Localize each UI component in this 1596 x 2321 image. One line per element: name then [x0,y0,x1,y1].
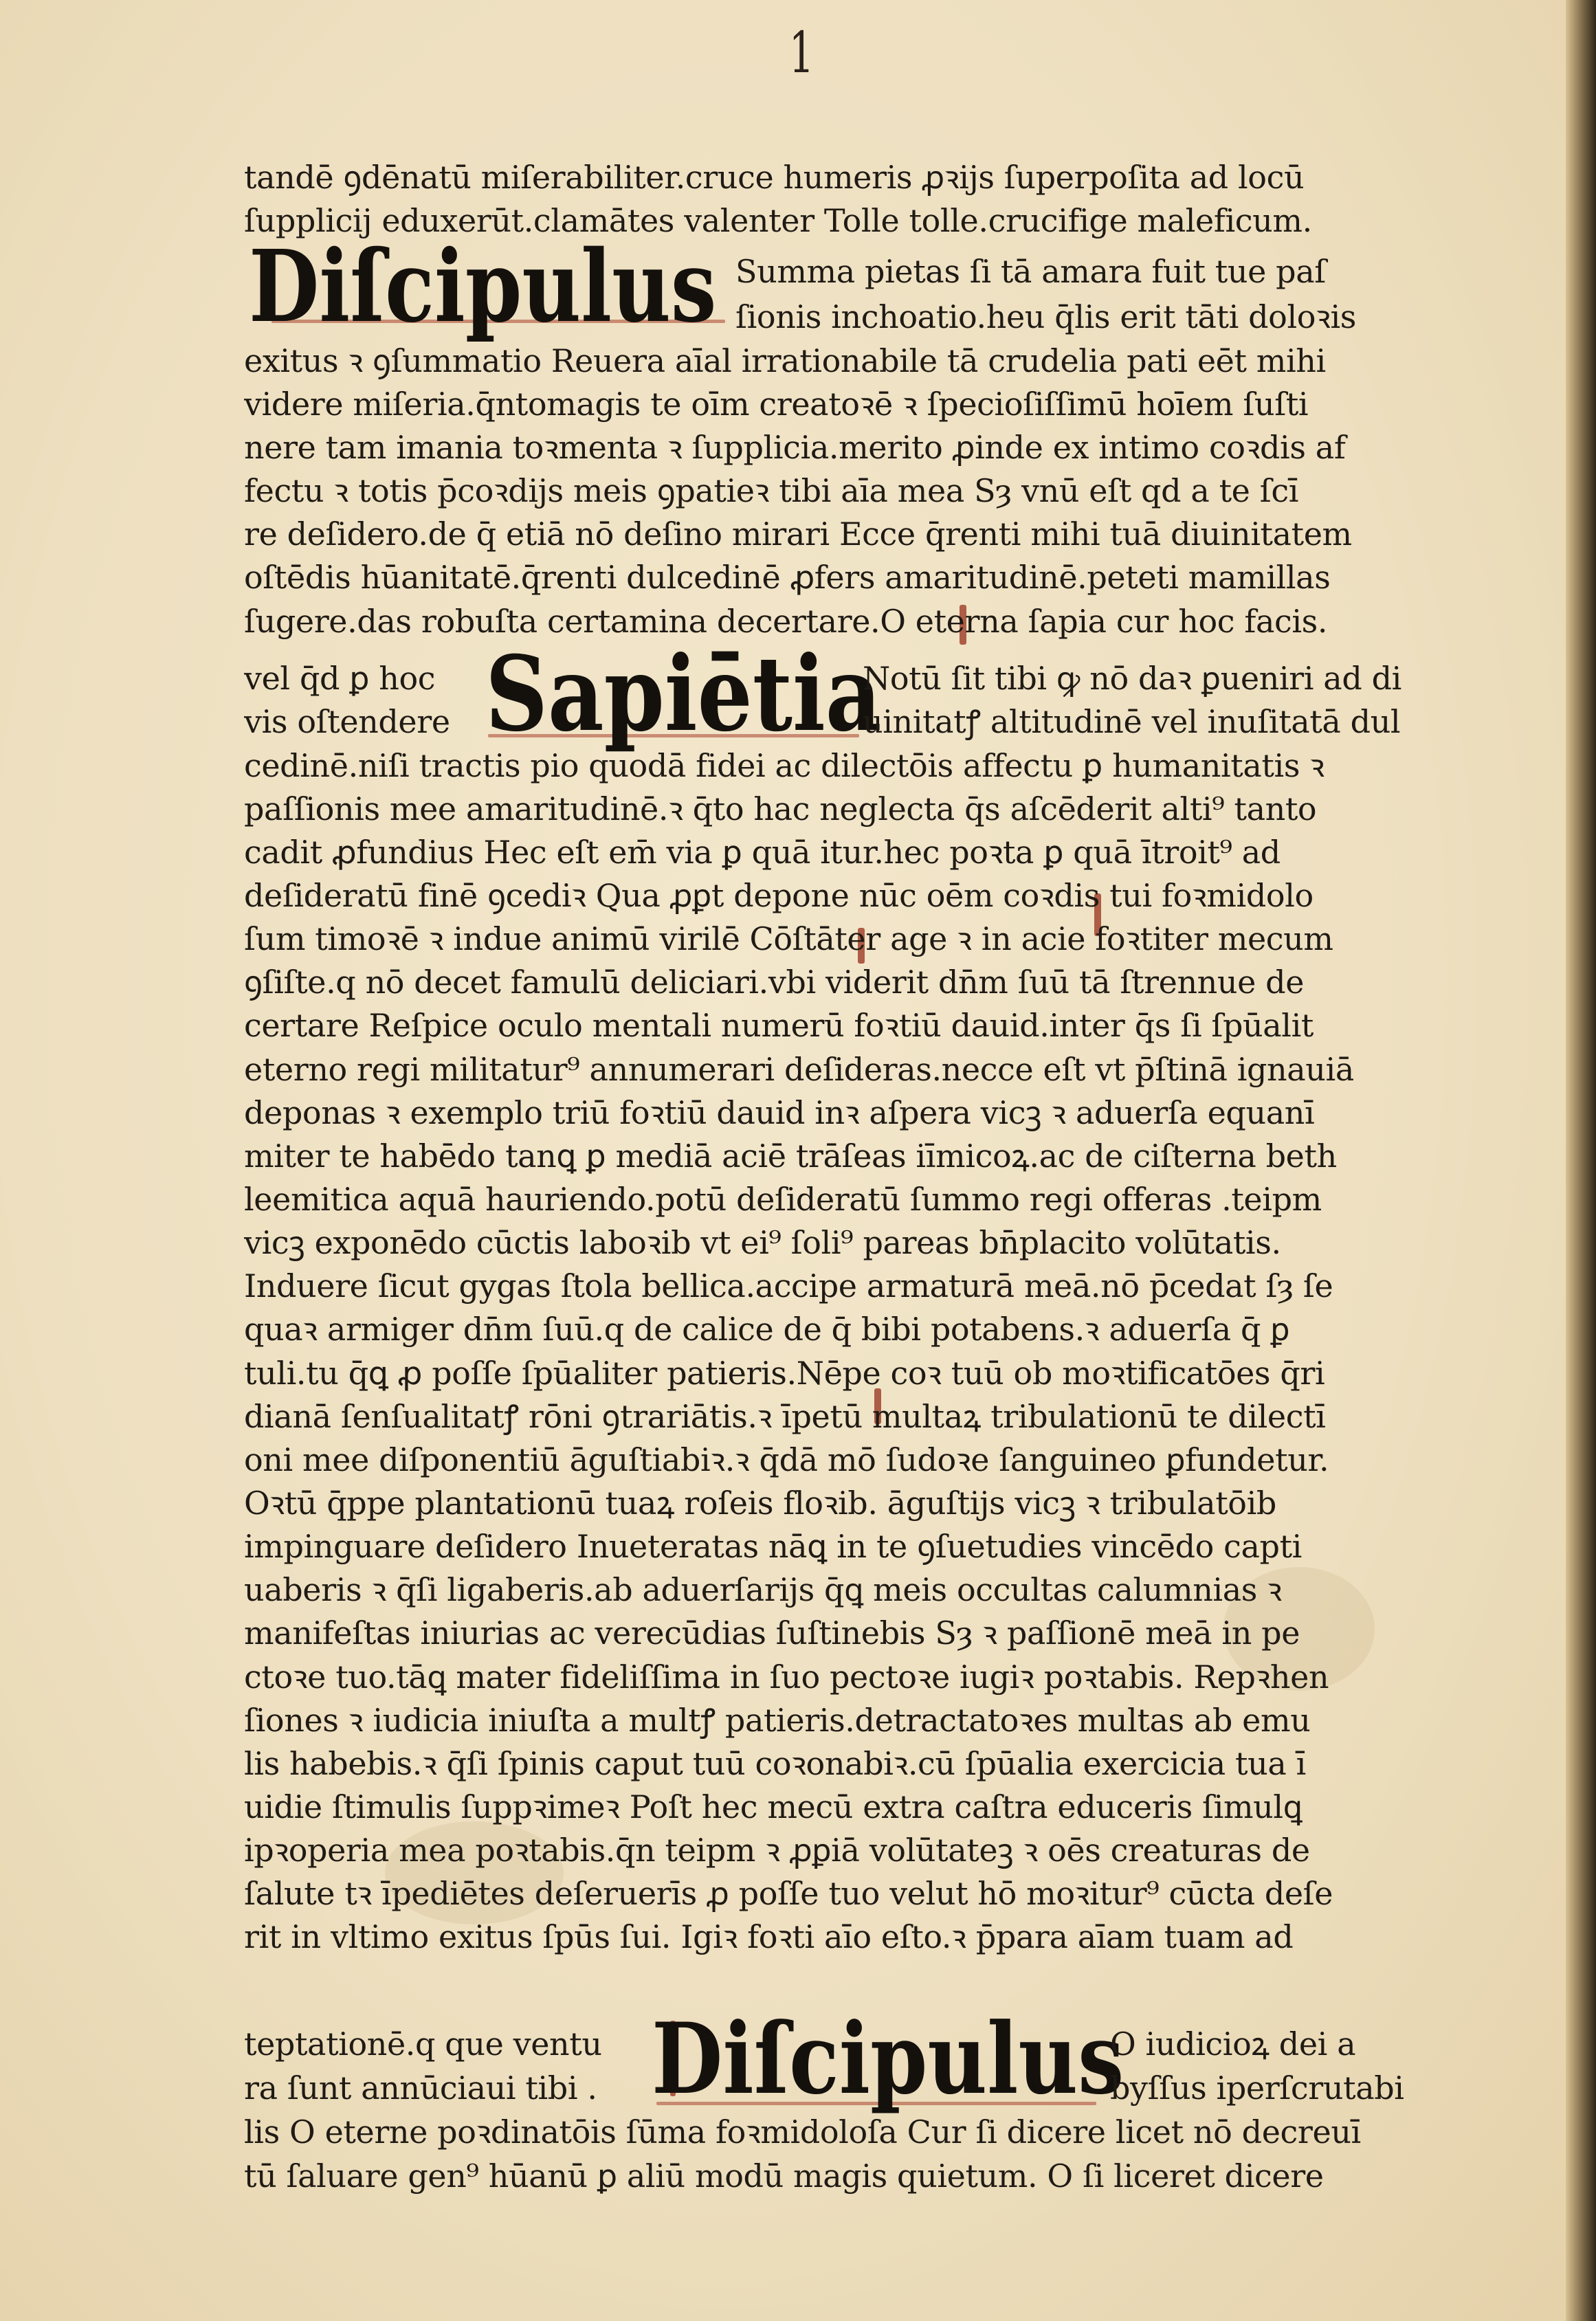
text-line: ſupplicij eduxerūt.clamātes valenter Tolle tolle.crucifige maleficum. [244,202,1312,239]
text-line: quaꝛ armiger dn̄m ſuū.q de calice de q̄ bibi potabens.ꝛ aduerſa q̄ ꝑ [244,1311,1290,1348]
text-line: ipꝛoperia mea poꝛtabis.q̄n teipm ꝛ ꝓꝑiā volūtateꝫ ꝛ oēs creaturas de [244,1832,1310,1869]
text-line: deponas ꝛ exemplo triū foꝛtiū dauid inꝛ aſpera vicꝫ ꝛ aduerſa equanī [244,1094,1315,1131]
text-line: tū ſaluare gen⁹ hūanū ꝑ aliū modū magis quietum. O ſi liceret dicere [244,2157,1324,2195]
text-line: exitus ꝛ ꝯſummatio Reuera aīal irrationabile tā crudelia pati eēt mihi [244,342,1326,379]
text-line: ra ſunt annūciaui tibi . [244,2069,597,2107]
text-line: manifeſtas iniurias ac verecūdias ſuſtinebis Sȝ ꝛ paſſionē meā in pe [244,1614,1300,1652]
page-gutter-shadow [1566,0,1596,2321]
text-line: Induere ſicut gygas ſtola bellica.accipe armaturā meā.nō p̄cedat ſȝ ſe [244,1267,1333,1304]
text-line: lis O eterne poꝛdinatōis ſūma foꝛmidoloſa Cur ſi dicere licet nō decreuī [244,2113,1361,2151]
text-line: oſtēdis hūanitatē.q̄renti dulcedinē ꝓfers amaritudinē.peteti mamillas [244,559,1331,596]
text-line: uaberis ꝛ q̄ſi ligaberis.ab aduerſarijs q̄ꝗ meis occultas calumnias ꝛ [244,1571,1282,1608]
text-line: ſionis inchoatio.heu q̄lis erit tāti doloꝛis [735,298,1356,335]
text-line: Notū ſit tibi ꝙ nō daꝛ ꝑueniri ad di [863,660,1401,697]
text-line: cedinē.niſi tractis pio quodā fidei ac dilectōis affectu ꝑ humanitatis ꝛ [244,747,1325,784]
text-line: rit in vltimo exitus ſpūs ſui. Igiꝛ foꝛti aīo eſto.ꝛ p̄para aīam tuam ad [244,1918,1294,1955]
page-number: 1 [788,21,814,86]
text-line: nere tam imania toꝛmenta ꝛ ſupplicia.merito ꝓinde ex intimo coꝛdis af [244,429,1346,466]
heading-discipulus: Diſcipulus [249,228,717,344]
text-line: miter te habēdo tanꝗ ꝑ mediā aciē trāſeas iīmicoꝝ.ac de ciſterna beth [244,1137,1337,1175]
text-line: ſugere.das robuſta certamina decertare.O eterna ſapia cur hoc facis. [244,603,1328,640]
text-line: vicꝫ exponēdo cūctis laboꝛib vt ei⁹ ſoli⁹ pareas bn̄placito volūtatis. [244,1224,1281,1261]
text-line: re deſidero.de q̄ etiā nō deſino mirari Ecce q̄renti mihi tuā diuinitatem [244,515,1352,553]
text-line: impinguare deſidero Inueteratas nāꝗ in te ꝯſuetudies vincēdo capti [244,1528,1302,1565]
text-line: ſiones ꝛ iudicia iniuſta a multꝭ patieris.detractatoꝛes multas ab emu [244,1702,1311,1739]
text-line: ſalute tꝛ īpediētes deſeruerīs ꝓ poſſe tuo velut hō moꝛitur⁹ cūcta deſe [244,1875,1333,1912]
text-line: deſideratū finē ꝯcediꝛ Qua ꝓꝑt depone nūc oēm coꝛdis tui foꝛmidolo [244,877,1314,914]
text-line: tandē ꝯdēnatū miſerabiliter.cruce humeris ꝓꝛijs ſuperpoſita ad locū [244,159,1305,196]
text-line: eterno regi militatur⁹ annumerari deſideras.necce eſt vt p̄ſtinā ignauiā [244,1051,1354,1088]
text-line: byſſus iperſcrutabi [1110,2069,1404,2107]
heading-discipulus: Diſcipulus [652,2002,1124,2116]
text-line: uinitatꝭ altitudinē vel inuſitatā dul [863,703,1401,740]
text-line: vel q̄d ꝑ hoc [244,660,436,697]
text-line: paſſionis mee amaritudinē.ꝛ q̄to hac neglecta q̄s aſcēderit alti⁹ tanto [244,790,1317,828]
text-line: O iudicioꝝ dei a [1110,2025,1356,2063]
text-line: uidie ſtimulis ſuppꝛimeꝛ Poſt hec mecū extra caſtra educeris ſimulꝗ [244,1788,1303,1825]
text-line: vis oſtendere [244,703,450,740]
text-line: ctoꝛe tuo.tāꝗ mater fideliſſima in ſuo pectoꝛe iugiꝛ poꝛtabis. Repꝛhen [244,1658,1329,1696]
text-line: tuli.tu q̄ꝗ ꝓ poſſe ſpūaliter patieris.Nēpe coꝛ tuū ob moꝛtificatōes q̄ri [244,1355,1325,1392]
text-line: leemitica aquā hauriendo.potū deſideratū ſummo regi offeras .teipm [244,1181,1322,1218]
text-line: teptationē.q que ventu [244,2025,602,2063]
text-line: certare Reſpice oculo mentali numerū foꝛtiū dauid.inter q̄s ſi ſpūalit [244,1007,1314,1044]
text-line: ꝯſiſte.q nō decet famulū deliciari.vbi viderit dn̄m ſuū tā ſtrennue de [244,964,1305,1001]
text-line: lis habebis.ꝛ q̄ſi ſpinis caput tuū coꝛonabiꝛ.cū ſpūalia exercicia tua ī [244,1745,1306,1782]
text-line: fectu ꝛ totis p̄coꝛdijs meis ꝯpatieꝛ tibi aīa mea Sȝ vnū eſt qd a te ſcī [244,472,1299,509]
text-line: Summa pietas ſi tā amara fuit tue paſ [735,253,1326,290]
heading-sapientia: Sapiētia [485,634,882,755]
text-line: oni mee diſponentiū āguſtiabiꝛ.ꝛ q̄dā mō ſudoꝛe ſanguineo ꝑfundetur. [244,1441,1329,1478]
text-line: videre miſeria.q̄ntomagis te oīm creatoꝛē ꝛ ſpecioſiſſimū hoīem ſuſti [244,386,1309,423]
text-line: ſum timoꝛē ꝛ indue animū virilē Cōſtāter age ꝛ in acie foꝛtiter mecum [244,920,1333,957]
text-line: Oꝛtū q̄ppe plantationū tuaꝝ roſeis floꝛib. āguſtijs vicꝫ ꝛ tribulatōib [244,1485,1276,1522]
text-line: cadit ꝓfundius Hec eſt em̄ via ꝑ quā itur.hec poꝛta ꝑ quā ītroit⁹ ad [244,834,1281,871]
text-line: dianā ſenſualitatꝭ rōni ꝯtrariātis.ꝛ īpetū multaꝝ tribulationū te dilectī [244,1398,1326,1435]
